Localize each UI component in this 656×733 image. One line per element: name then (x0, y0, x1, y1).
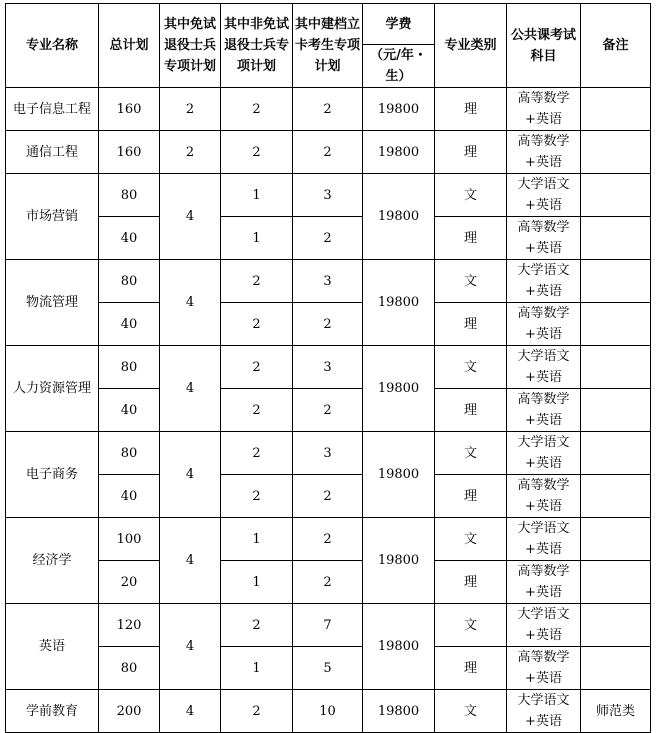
cell-exam: 高等数学+英语 (507, 647, 581, 690)
cell-exempt: 4 (160, 604, 221, 690)
table-row (6, 647, 651, 690)
cell-nonexempt: 2 (221, 604, 293, 647)
cell-category: 理 (435, 561, 507, 604)
header-tuition-unit: （元/年・生） (363, 45, 435, 88)
cell-poor: 10 (293, 690, 363, 733)
header-category: 专业类别 (435, 4, 507, 88)
cell-category: 理 (435, 475, 507, 518)
cell-poor: 2 (293, 217, 363, 260)
cell-nonexempt: 2 (221, 389, 293, 432)
cell-total: 40 (99, 217, 160, 260)
cell-total: 80 (99, 647, 160, 690)
table-row (6, 88, 651, 131)
cell-exempt: 4 (160, 690, 221, 733)
cell-remark (581, 389, 651, 432)
cell-major: 市场营销 (6, 174, 99, 260)
cell-poor: 2 (293, 475, 363, 518)
cell-total: 20 (99, 561, 160, 604)
cell-category: 文 (435, 432, 507, 475)
cell-exam: 大学语文+英语 (507, 260, 581, 303)
cell-total: 40 (99, 389, 160, 432)
cell-nonexempt: 1 (221, 518, 293, 561)
cell-nonexempt: 2 (221, 260, 293, 303)
table-row (6, 303, 651, 346)
cell-exempt: 4 (160, 432, 221, 518)
cell-nonexempt: 2 (221, 131, 293, 174)
cell-category: 文 (435, 346, 507, 389)
table-row (6, 604, 651, 647)
table-row (6, 217, 651, 260)
cell-total: 100 (99, 518, 160, 561)
cell-nonexempt: 1 (221, 647, 293, 690)
cell-nonexempt: 2 (221, 432, 293, 475)
cell-tuition: 19800 (363, 88, 435, 131)
cell-remark (581, 475, 651, 518)
cell-nonexempt: 2 (221, 690, 293, 733)
cell-total: 80 (99, 432, 160, 475)
cell-remark (581, 217, 651, 260)
cell-poor: 3 (293, 432, 363, 475)
cell-total: 120 (99, 604, 160, 647)
table-row (6, 690, 651, 733)
cell-poor: 3 (293, 346, 363, 389)
cell-nonexempt: 2 (221, 88, 293, 131)
cell-exempt: 4 (160, 518, 221, 604)
cell-exam: 大学语文+英语 (507, 432, 581, 475)
cell-tuition: 19800 (363, 604, 435, 690)
cell-category: 理 (435, 217, 507, 260)
cell-exam: 高等数学+英语 (507, 131, 581, 174)
header-major: 专业名称 (6, 4, 99, 88)
cell-remark (581, 174, 651, 217)
table-row (6, 475, 651, 518)
cell-total: 80 (99, 174, 160, 217)
cell-exempt: 4 (160, 174, 221, 260)
cell-total: 80 (99, 260, 160, 303)
cell-category: 文 (435, 690, 507, 733)
cell-nonexempt: 2 (221, 475, 293, 518)
cell-remark (581, 518, 651, 561)
cell-major: 经济学 (6, 518, 99, 604)
cell-poor: 7 (293, 604, 363, 647)
cell-tuition: 19800 (363, 690, 435, 733)
table-row (6, 131, 651, 174)
header-tuition: 学费 (363, 4, 435, 45)
cell-exam: 高等数学+英语 (507, 389, 581, 432)
cell-remark (581, 561, 651, 604)
cell-tuition: 19800 (363, 518, 435, 604)
cell-exam: 大学语文+英语 (507, 690, 581, 733)
cell-category: 理 (435, 88, 507, 131)
cell-nonexempt: 1 (221, 174, 293, 217)
header-remark: 备注 (581, 4, 651, 88)
cell-category: 文 (435, 174, 507, 217)
table-row (6, 389, 651, 432)
cell-tuition: 19800 (363, 131, 435, 174)
cell-total: 40 (99, 475, 160, 518)
cell-major: 人力资源管理 (6, 346, 99, 432)
cell-nonexempt: 2 (221, 346, 293, 389)
cell-exam: 大学语文+英语 (507, 174, 581, 217)
cell-total: 80 (99, 346, 160, 389)
cell-tuition: 19800 (363, 432, 435, 518)
cell-category: 文 (435, 260, 507, 303)
cell-poor: 2 (293, 518, 363, 561)
cell-total: 160 (99, 131, 160, 174)
cell-remark (581, 260, 651, 303)
cell-poor: 2 (293, 88, 363, 131)
header-exam: 公共课考试科目 (507, 4, 581, 88)
cell-poor: 2 (293, 131, 363, 174)
cell-exam: 高等数学+英语 (507, 303, 581, 346)
cell-remark (581, 604, 651, 647)
cell-nonexempt: 1 (221, 561, 293, 604)
cell-exam: 高等数学+英语 (507, 475, 581, 518)
cell-total: 40 (99, 303, 160, 346)
cell-remark (581, 303, 651, 346)
cell-exam: 大学语文+英语 (507, 604, 581, 647)
cell-tuition: 19800 (363, 174, 435, 260)
cell-poor: 3 (293, 174, 363, 217)
table-row (6, 260, 651, 303)
cell-exam: 高等数学+英语 (507, 217, 581, 260)
cell-tuition: 19800 (363, 346, 435, 432)
cell-major: 通信工程 (6, 131, 99, 174)
cell-exam: 大学语文+英语 (507, 518, 581, 561)
cell-exam: 高等数学+英语 (507, 561, 581, 604)
cell-poor: 2 (293, 561, 363, 604)
header-total: 总计划 (99, 4, 160, 88)
cell-exam: 大学语文+英语 (507, 346, 581, 389)
cell-category: 文 (435, 604, 507, 647)
cell-nonexempt: 2 (221, 303, 293, 346)
cell-category: 理 (435, 389, 507, 432)
cell-remark (581, 88, 651, 131)
cell-category: 文 (435, 518, 507, 561)
cell-tuition: 19800 (363, 260, 435, 346)
table-row (6, 561, 651, 604)
cell-poor: 2 (293, 389, 363, 432)
cell-nonexempt: 1 (221, 217, 293, 260)
cell-remark (581, 131, 651, 174)
cell-exempt: 2 (160, 131, 221, 174)
cell-poor: 2 (293, 303, 363, 346)
header-poor-student: 其中建档立卡考生专项计划 (293, 4, 363, 88)
cell-major: 学前教育 (6, 690, 99, 733)
cell-major: 物流管理 (6, 260, 99, 346)
cell-total: 200 (99, 690, 160, 733)
cell-total: 160 (99, 88, 160, 131)
cell-poor: 3 (293, 260, 363, 303)
cell-category: 理 (435, 131, 507, 174)
cell-category: 理 (435, 647, 507, 690)
table-row (6, 432, 651, 475)
cell-remark (581, 346, 651, 389)
table-row (6, 174, 651, 217)
enrollment-plan-table (5, 3, 651, 733)
cell-major: 英语 (6, 604, 99, 690)
cell-remark (581, 647, 651, 690)
table-row (6, 346, 651, 389)
cell-major: 电子信息工程 (6, 88, 99, 131)
cell-exam: 高等数学+英语 (507, 88, 581, 131)
cell-remark: 师范类 (581, 690, 651, 733)
header-exempt-soldier: 其中免试退役士兵专项计划 (160, 4, 221, 88)
cell-major: 电子商务 (6, 432, 99, 518)
cell-exempt: 2 (160, 88, 221, 131)
cell-remark (581, 432, 651, 475)
cell-exempt: 4 (160, 346, 221, 432)
cell-exempt: 4 (160, 260, 221, 346)
cell-category: 理 (435, 303, 507, 346)
table-row (6, 518, 651, 561)
cell-poor: 5 (293, 647, 363, 690)
header-nonexempt-soldier: 其中非免试退役士兵专项计划 (221, 4, 293, 88)
